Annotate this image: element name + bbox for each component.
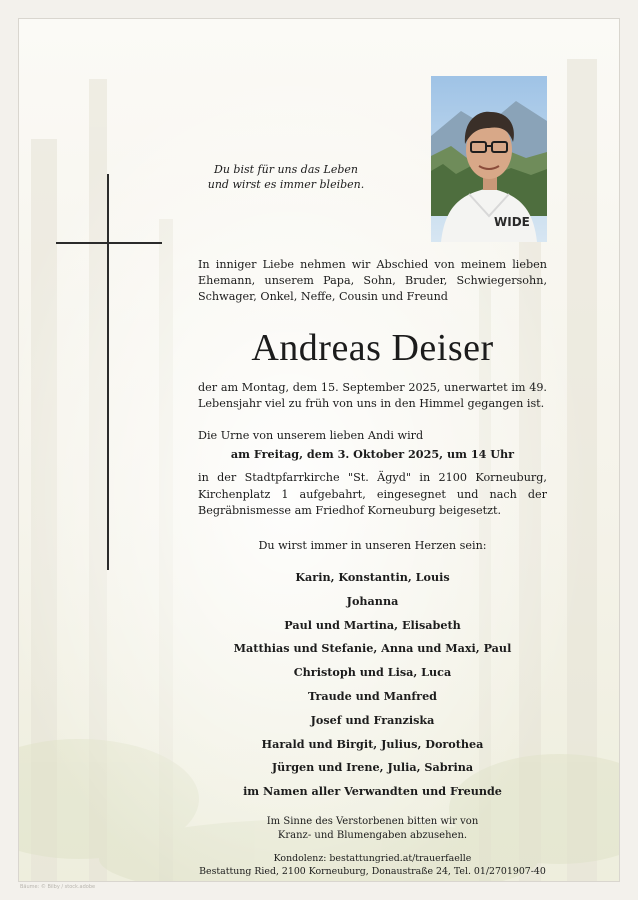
mourner-entry: Jürgen und Irene, Julia, Sabrina xyxy=(271,760,474,775)
urn-notice: Die Urne von unserem lieben Andi wird xyxy=(198,429,424,442)
cross-vertical-bar xyxy=(107,174,109,570)
portrait-photo-image xyxy=(431,76,547,242)
mourner-entry: Paul und Martina, Elisabeth xyxy=(284,617,461,632)
mourner-entry: Harald und Birgit, Julius, Dorothea xyxy=(261,736,484,751)
ceremony-date: am Freitag, dem 3. Oktober 2025, um 14 Uhr xyxy=(230,447,515,461)
mourner-entry: Josef und Franziska xyxy=(310,712,435,727)
mourner-entry: Johanna xyxy=(346,593,399,608)
deceased-name: Andreas Deiser xyxy=(251,327,494,369)
portrait-photo xyxy=(431,76,547,242)
ceremony-place: in der Stadtpfarrkirche "St. Ägyd" in 2100 Korneuburg, Kirchenplatz 1 aufgebahrt, eingesegnet und nach der Begräbnismesse am Friedhof Korneuburg beigesetzt. xyxy=(198,471,547,517)
funeral-home-address: Bestattung Ried, 2100 Korneuburg, Donaustraße 24, Tel. 01/2701907-40 xyxy=(199,866,546,877)
flower-request-line-1: Im Sinne des Verstorbenen bitten wir von xyxy=(266,816,479,827)
cross-horizontal-bar xyxy=(56,242,162,244)
image-credit: Bäume: © Bilby / stock.adobe xyxy=(20,884,96,890)
hearts-line: Du wirst immer in unseren Herzen sein: xyxy=(258,539,487,552)
mourner-entry: Karin, Konstantin, Louis xyxy=(295,570,450,584)
motto-line-1: Du bist für uns das Leben xyxy=(214,163,358,176)
motto-quote xyxy=(196,162,376,192)
motto-line-2: und wirst es immer bleiben. xyxy=(207,178,365,191)
mourner-entry: Christoph und Lisa, Luca xyxy=(293,665,452,680)
svg-text:WIDE: WIDE xyxy=(494,215,530,229)
mourner-entry: Matthias und Stefanie, Anna und Maxi, Paul xyxy=(233,641,512,656)
mourner-entry: im Namen aller Verwandten und Freunde xyxy=(243,784,502,799)
mourners-list xyxy=(198,568,547,806)
flower-request-line-2: Kranz- und Blumengaben abzusehen. xyxy=(277,830,468,841)
flower-request xyxy=(198,815,547,843)
funeral-home-contact xyxy=(198,852,547,878)
farewell-intro: In inniger Liebe nehmen wir Abschied von meinem lieben Ehemann, unserem Papa, Sohn, Bruder, Schwiegersohn, Schwager, Onkel, Neffe, Cousin und Freund xyxy=(198,258,547,303)
death-notice: der am Montag, dem 15. September 2025, unerwartet im 49. Lebensjahr viel zu früh von uns in den Himmel gegangen ist. xyxy=(198,381,547,410)
mourner-entry: Traude und Manfred xyxy=(307,688,438,703)
condolence-link[interactable]: Kondolenz: bestattungried.at/trauerfaelle xyxy=(273,853,472,864)
